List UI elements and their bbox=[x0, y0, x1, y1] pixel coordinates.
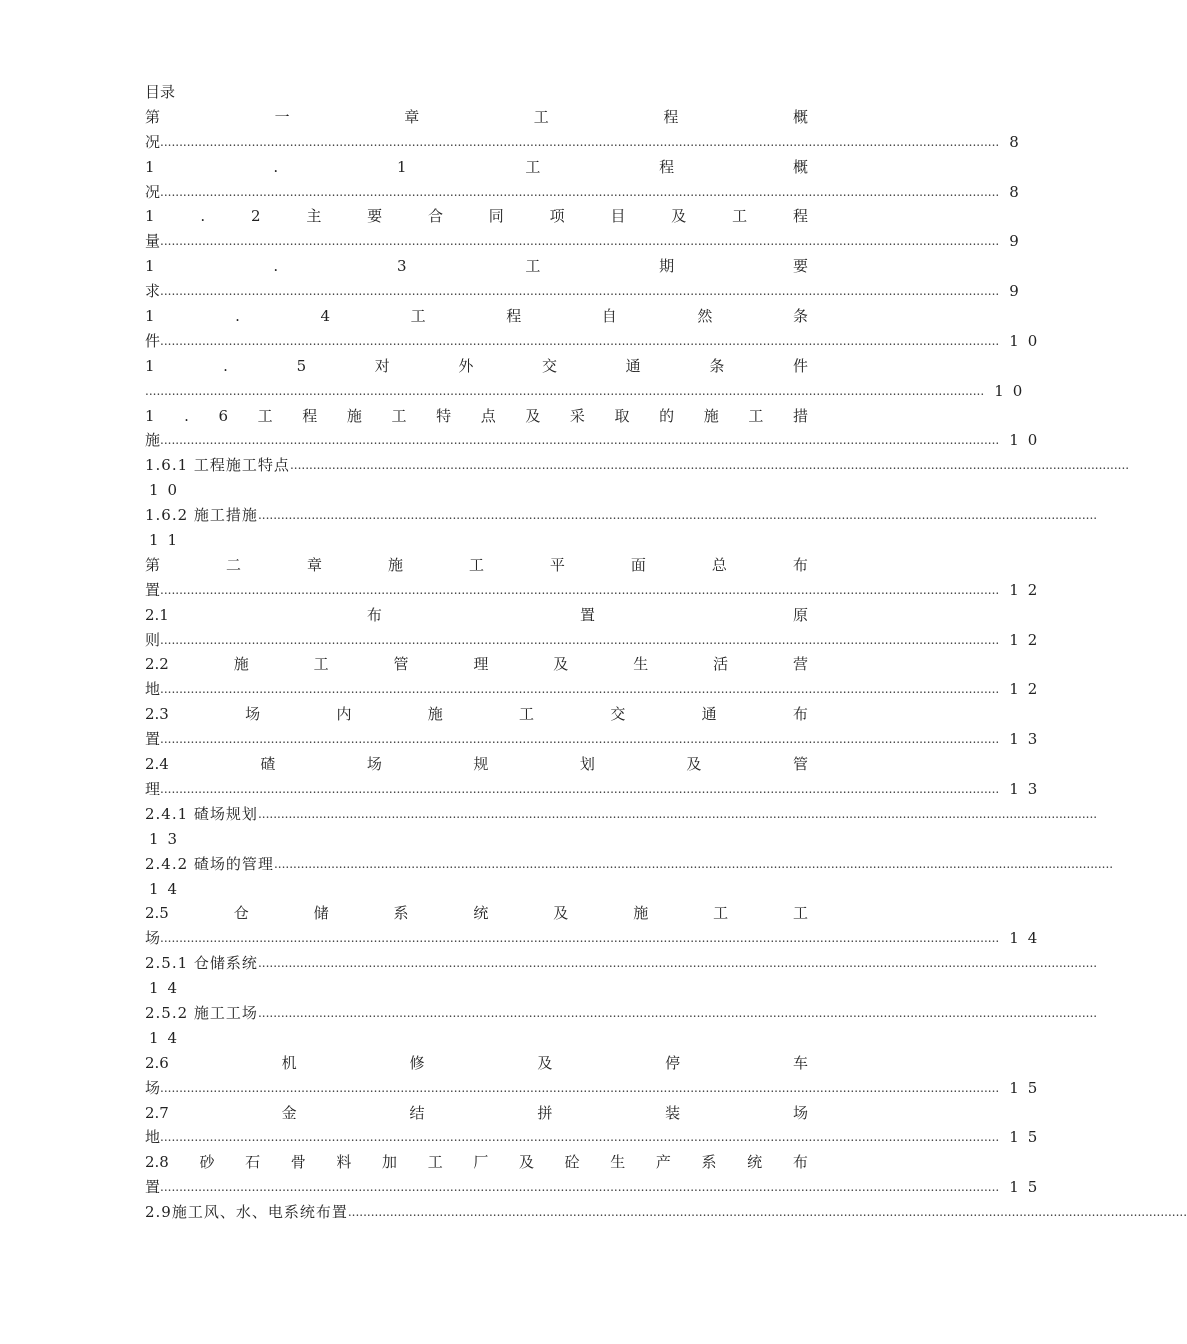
dot-leader: ............................................................................................................................................................................................................................ bbox=[160, 732, 1000, 747]
toc-heading-token: 1 bbox=[396, 157, 407, 176]
toc-entry-heading[interactable] bbox=[145, 553, 808, 578]
dot-leader: ............................................................................................................................................................................................................................ bbox=[160, 234, 1000, 249]
page-number: 14 bbox=[149, 979, 187, 998]
page-number: 10 bbox=[1009, 431, 1047, 450]
toc-heading-token: 平 bbox=[549, 555, 565, 574]
toc-heading-tail: 场 bbox=[145, 929, 161, 948]
toc-heading-token: 仓 bbox=[233, 904, 249, 923]
toc-subentry[interactable] bbox=[145, 951, 1098, 976]
page-number: 12 bbox=[1009, 630, 1047, 649]
toc-subentry-label: 1.6.2 施工措施 bbox=[145, 506, 258, 525]
toc-entry-heading[interactable] bbox=[145, 702, 808, 727]
toc-entry-heading[interactable] bbox=[145, 1101, 808, 1126]
toc-heading-token: 2.4 bbox=[145, 755, 169, 774]
toc-heading-token: 工 bbox=[525, 257, 541, 276]
page-number: 11 bbox=[149, 531, 187, 550]
toc-heading-token: 一 bbox=[274, 107, 290, 126]
page-number: 9 bbox=[1009, 232, 1028, 251]
toc-heading-token: 条 bbox=[792, 307, 808, 326]
toc-heading-token: 施 bbox=[633, 904, 649, 923]
toc-entry-leader[interactable] bbox=[145, 379, 1032, 404]
toc-entry-leader[interactable] bbox=[145, 578, 1047, 603]
toc-subentry[interactable] bbox=[145, 453, 1130, 478]
toc-heading-token: 然 bbox=[697, 307, 713, 326]
toc-heading-token: 件 bbox=[792, 356, 808, 375]
toc-heading-token: 活 bbox=[713, 655, 729, 674]
toc-heading-tail: 置 bbox=[145, 580, 161, 599]
page-number: 13 bbox=[1009, 779, 1047, 798]
toc-heading-token: 砂 bbox=[199, 1153, 215, 1172]
toc-heading-token: 工 bbox=[410, 307, 426, 326]
toc-entry-leader[interactable] bbox=[145, 727, 1047, 752]
toc-heading-token: 工 bbox=[533, 107, 549, 126]
page-number: 15 bbox=[1009, 1078, 1047, 1097]
toc-heading-token: 置 bbox=[579, 605, 595, 624]
toc-entry-leader[interactable] bbox=[145, 777, 1047, 802]
toc-heading-token: 管 bbox=[393, 655, 409, 674]
toc-heading-token: 施 bbox=[346, 406, 362, 425]
toc-subentry-page-line bbox=[145, 976, 808, 1001]
toc-heading-tail: 件 bbox=[145, 331, 161, 350]
toc-heading-token: 对 bbox=[374, 356, 390, 375]
toc-entry-heading[interactable] bbox=[145, 603, 808, 628]
toc-heading-token: 装 bbox=[665, 1103, 681, 1122]
toc-heading-token: 管 bbox=[792, 755, 808, 774]
toc-heading-token: 5 bbox=[296, 356, 307, 375]
toc-heading-token: 章 bbox=[306, 555, 322, 574]
dot-leader: ............................................................................................................................................................................................................................ bbox=[257, 806, 1098, 821]
toc-heading-token: 2 bbox=[250, 207, 261, 226]
toc-heading-token: 程 bbox=[659, 157, 675, 176]
toc-heading-token: 统 bbox=[747, 1153, 763, 1172]
toc-subentry[interactable] bbox=[145, 1200, 1187, 1225]
toc-heading-token: . bbox=[200, 207, 206, 226]
toc-heading-tail: 况 bbox=[145, 132, 161, 151]
toc-heading-token: 统 bbox=[473, 904, 489, 923]
dot-leader: ............................................................................................................................................................................................................................ bbox=[160, 284, 1000, 299]
toc-entry-heading[interactable] bbox=[145, 1051, 808, 1076]
page-number: 13 bbox=[1009, 730, 1047, 749]
toc-heading-token: 及 bbox=[553, 655, 569, 674]
dot-leader: ............................................................................................................................................................................................................................ bbox=[160, 1130, 1000, 1145]
toc-subentry-label: 2.5.1 仓储系统 bbox=[145, 954, 258, 973]
page-number: 13 bbox=[149, 829, 187, 848]
toc-heading-token: 项 bbox=[549, 207, 565, 226]
toc-entry-heading[interactable] bbox=[145, 354, 808, 379]
toc-heading-token: 工 bbox=[257, 406, 273, 425]
toc-entry-heading[interactable] bbox=[145, 901, 808, 926]
toc-heading-token: 工 bbox=[427, 1153, 443, 1172]
toc-heading-token: 特 bbox=[436, 406, 452, 425]
toc-heading-token: 工 bbox=[468, 555, 484, 574]
toc-heading-token: 工 bbox=[519, 705, 535, 724]
dot-leader: ............................................................................................................................................................................................................................ bbox=[160, 433, 1000, 448]
toc-heading-token: 要 bbox=[792, 257, 808, 276]
dot-leader: ............................................................................................................................................................................................................................ bbox=[160, 134, 1000, 149]
toc-title: 目录 bbox=[145, 83, 176, 101]
dot-leader: ............................................................................................................................................................................................................................ bbox=[160, 931, 1000, 946]
toc-heading-token: 工 bbox=[391, 406, 407, 425]
toc-heading-token: 要 bbox=[367, 207, 383, 226]
dot-leader: ............................................................................................................................................................................................................................ bbox=[160, 632, 1000, 647]
toc-heading-token: 营 bbox=[792, 655, 808, 674]
toc-heading-token: 2.5 bbox=[145, 904, 169, 923]
table-of-contents bbox=[145, 80, 1187, 1225]
toc-heading-token: 程 bbox=[302, 406, 318, 425]
toc-subentry-label: 2.4.1 碴场规划 bbox=[145, 804, 258, 823]
toc-entry-heading[interactable] bbox=[145, 1150, 808, 1175]
toc-heading-token: 生 bbox=[633, 655, 649, 674]
toc-subentry[interactable] bbox=[145, 852, 1114, 877]
toc-heading-token: 及 bbox=[525, 406, 541, 425]
toc-heading-token: 1 bbox=[145, 207, 155, 226]
toc-heading-token: 合 bbox=[427, 207, 443, 226]
toc-heading-token: 机 bbox=[281, 1053, 297, 1072]
dot-leader: ............................................................................................................................................................................................................................ bbox=[160, 1180, 1000, 1195]
toc-heading-token: 第 bbox=[145, 107, 161, 126]
toc-heading-token: 主 bbox=[306, 207, 322, 226]
dot-leader: ............................................................................................................................................................................................................................ bbox=[160, 1080, 1000, 1095]
toc-heading-token: 金 bbox=[281, 1103, 297, 1122]
toc-heading-token: 面 bbox=[630, 555, 646, 574]
toc-heading-token: 工 bbox=[525, 157, 541, 176]
toc-entry-leader[interactable] bbox=[145, 329, 1047, 354]
toc-heading-tail: 施 bbox=[145, 431, 161, 450]
toc-subentry-page-line bbox=[145, 478, 808, 503]
toc-heading-token: 理 bbox=[473, 655, 489, 674]
toc-heading-tail: 置 bbox=[145, 1178, 161, 1197]
dot-leader: ............................................................................................................................................................................................................................ bbox=[257, 956, 1098, 971]
toc-heading-token: 储 bbox=[313, 904, 329, 923]
toc-heading-token: 原 bbox=[792, 605, 808, 624]
toc-heading-token: 石 bbox=[245, 1153, 261, 1172]
toc-heading-token: 产 bbox=[655, 1153, 671, 1172]
toc-heading-token: 结 bbox=[409, 1103, 425, 1122]
toc-heading-tail: 求 bbox=[145, 282, 161, 301]
toc-heading-token: 车 bbox=[792, 1053, 808, 1072]
toc-heading-token: 条 bbox=[709, 356, 725, 375]
toc-heading-token: 及 bbox=[671, 207, 687, 226]
dot-leader: ............................................................................................................................................................................................................................ bbox=[160, 184, 1000, 199]
toc-entry-leader[interactable] bbox=[145, 1125, 1047, 1150]
dot-leader: ............................................................................................................................................................................................................................ bbox=[273, 856, 1114, 871]
toc-entry-heading[interactable] bbox=[145, 652, 808, 677]
toc-heading-token: 工 bbox=[748, 406, 764, 425]
page-number: 12 bbox=[1009, 680, 1047, 699]
page-number: 12 bbox=[1009, 580, 1047, 599]
toc-entry-heading[interactable] bbox=[145, 254, 808, 279]
toc-heading-tail: 则 bbox=[145, 630, 161, 649]
toc-subentry-label: 2.5.2 施工工场 bbox=[145, 1003, 258, 1022]
toc-heading-token: 系 bbox=[393, 904, 409, 923]
toc-heading-token: 及 bbox=[686, 755, 702, 774]
toc-heading-token: 骨 bbox=[290, 1153, 306, 1172]
toc-subentry-label: 1.6.1 工程施工特点 bbox=[145, 456, 290, 475]
toc-heading-token: 加 bbox=[382, 1153, 398, 1172]
toc-heading-token: 程 bbox=[663, 107, 679, 126]
toc-heading-token: 料 bbox=[336, 1153, 352, 1172]
dot-leader: ............................................................................................................................................................................................................................ bbox=[160, 582, 1000, 597]
toc-heading-tail: 况 bbox=[145, 182, 161, 201]
toc-heading-tail: 置 bbox=[145, 730, 161, 749]
page-number: 10 bbox=[994, 381, 1032, 400]
toc-heading-token: 施 bbox=[233, 655, 249, 674]
toc-heading-token: 工 bbox=[792, 904, 808, 923]
dot-leader: ............................................................................................................................................................................................................................ bbox=[145, 383, 985, 398]
page-number: 14 bbox=[1009, 929, 1047, 948]
toc-heading-token: 2.2 bbox=[145, 655, 169, 674]
toc-heading-token: 施 bbox=[703, 406, 719, 425]
toc-heading-token: 1 bbox=[145, 257, 155, 276]
toc-entry-leader[interactable] bbox=[145, 926, 1047, 951]
toc-entry-leader[interactable] bbox=[145, 1175, 1047, 1200]
page-number: 15 bbox=[1009, 1128, 1047, 1147]
toc-heading-token: 场 bbox=[792, 1103, 808, 1122]
page-number: 8 bbox=[1009, 132, 1028, 151]
page-number: 10 bbox=[149, 481, 187, 500]
page-number: 15 bbox=[1009, 1178, 1047, 1197]
toc-subentry-page-line bbox=[145, 1026, 808, 1051]
toc-heading-token: 2.1 bbox=[145, 605, 169, 624]
toc-heading-tail: 场 bbox=[145, 1078, 161, 1097]
toc-subentry[interactable] bbox=[145, 802, 1098, 827]
toc-heading-token: 目 bbox=[610, 207, 626, 226]
toc-heading-token: 1 bbox=[145, 356, 155, 375]
toc-subentry-page-line bbox=[145, 877, 808, 902]
toc-heading-token: 场 bbox=[366, 755, 382, 774]
dot-leader: ............................................................................................................................................................................................................................ bbox=[160, 333, 1000, 348]
toc-heading-token: . bbox=[184, 406, 189, 425]
toc-entry-heading[interactable] bbox=[145, 404, 808, 429]
toc-heading-token: 2.8 bbox=[145, 1153, 169, 1172]
toc-heading-token: 2.6 bbox=[145, 1053, 169, 1072]
toc-heading-token: . bbox=[273, 157, 279, 176]
dot-leader: ............................................................................................................................................................................................................................ bbox=[289, 458, 1130, 473]
toc-heading-token: 4 bbox=[320, 307, 331, 326]
toc-heading-token: 工 bbox=[732, 207, 748, 226]
toc-heading-tail: 地 bbox=[145, 1128, 161, 1147]
page-number: 10 bbox=[1009, 331, 1047, 350]
toc-heading-token: 系 bbox=[701, 1153, 717, 1172]
toc-heading-token: . bbox=[223, 356, 228, 375]
toc-subentry-page-line bbox=[145, 827, 808, 852]
dot-leader: ............................................................................................................................................................................................................................ bbox=[257, 508, 1098, 523]
toc-heading-token: 场 bbox=[245, 705, 261, 724]
toc-heading-token: . bbox=[273, 257, 279, 276]
toc-heading-token: 及 bbox=[537, 1053, 553, 1072]
toc-entry-leader[interactable] bbox=[145, 628, 1047, 653]
toc-heading-token: 2.3 bbox=[145, 705, 169, 724]
toc-heading-token: 2.7 bbox=[145, 1103, 169, 1122]
page-number: 14 bbox=[149, 879, 187, 898]
toc-heading-token: 工 bbox=[713, 904, 729, 923]
toc-heading-token: 外 bbox=[458, 356, 474, 375]
dot-leader: ............................................................................................................................................................................................................................ bbox=[160, 682, 1000, 697]
toc-entry-leader[interactable] bbox=[145, 180, 1028, 205]
toc-heading-token: 及 bbox=[553, 904, 569, 923]
dot-leader: ............................................................................................................................................................................................................................ bbox=[160, 781, 1000, 796]
toc-entry-heading[interactable] bbox=[145, 752, 808, 777]
toc-heading-token: 工 bbox=[313, 655, 329, 674]
toc-heading-token: 通 bbox=[701, 705, 717, 724]
toc-heading-token: 布 bbox=[792, 555, 808, 574]
toc-heading-token: 概 bbox=[792, 107, 808, 126]
toc-heading-token: 修 bbox=[409, 1053, 425, 1072]
toc-entry-leader[interactable] bbox=[145, 130, 1028, 155]
page-number: 9 bbox=[1009, 282, 1028, 301]
toc-heading-token: 停 bbox=[665, 1053, 681, 1072]
toc-heading-token: 取 bbox=[614, 406, 630, 425]
toc-heading-token: 3 bbox=[396, 257, 407, 276]
toc-entry-leader[interactable] bbox=[145, 677, 1047, 702]
toc-heading-token: 1 bbox=[145, 406, 155, 425]
toc-heading-token: 程 bbox=[506, 307, 522, 326]
toc-heading-token: 生 bbox=[610, 1153, 626, 1172]
toc-subentry-label: 2.9施工风、水、电系统布置 bbox=[145, 1203, 348, 1222]
toc-heading-tail: 量 bbox=[145, 232, 161, 251]
toc-heading-token: 1 bbox=[145, 307, 155, 326]
toc-heading-tail: 理 bbox=[145, 779, 161, 798]
toc-subentry-page-line bbox=[145, 528, 808, 553]
toc-heading-token: 布 bbox=[792, 705, 808, 724]
page-number: 8 bbox=[1009, 182, 1028, 201]
toc-heading-token: 总 bbox=[711, 555, 727, 574]
toc-heading-token: 二 bbox=[225, 555, 241, 574]
toc-heading-token: 交 bbox=[610, 705, 626, 724]
toc-heading-token: 布 bbox=[792, 1153, 808, 1172]
toc-heading-token: 采 bbox=[569, 406, 585, 425]
toc-heading-token: 施 bbox=[427, 705, 443, 724]
toc-heading-token: 自 bbox=[601, 307, 617, 326]
toc-entry-leader[interactable] bbox=[145, 1076, 1047, 1101]
toc-heading-token: 施 bbox=[387, 555, 403, 574]
toc-heading-token: 布 bbox=[366, 605, 382, 624]
toc-heading-token: 内 bbox=[336, 705, 352, 724]
toc-heading-token: 砼 bbox=[564, 1153, 580, 1172]
toc-heading-token: 措 bbox=[792, 406, 808, 425]
toc-subentry[interactable] bbox=[145, 1001, 1098, 1026]
toc-heading-token: 第 bbox=[145, 555, 161, 574]
toc-entry-heading[interactable] bbox=[145, 155, 808, 180]
toc-entry-heading[interactable] bbox=[145, 304, 808, 329]
toc-heading-token: 规 bbox=[473, 755, 489, 774]
dot-leader: ............................................................................................................................................................................................................................ bbox=[347, 1205, 1187, 1220]
toc-heading-token: 划 bbox=[579, 755, 595, 774]
toc-heading-token: 同 bbox=[488, 207, 504, 226]
toc-heading-token: . bbox=[235, 307, 240, 326]
toc-heading-token: 碴 bbox=[260, 755, 276, 774]
toc-heading-token: 概 bbox=[792, 157, 808, 176]
toc-heading-token: 拼 bbox=[537, 1103, 553, 1122]
toc-heading-token: 点 bbox=[480, 406, 496, 425]
toc-heading-token: 章 bbox=[404, 107, 420, 126]
toc-heading-token: 及 bbox=[518, 1153, 534, 1172]
toc-entry-leader[interactable] bbox=[145, 229, 1028, 254]
toc-subentry-label: 2.4.2 碴场的管理 bbox=[145, 854, 274, 873]
toc-heading-token: 程 bbox=[792, 207, 808, 226]
toc-entry-leader[interactable] bbox=[145, 279, 1028, 304]
toc-heading-tail: 地 bbox=[145, 680, 161, 699]
toc-entry-heading[interactable] bbox=[145, 105, 808, 130]
toc-heading-token: 1 bbox=[145, 157, 155, 176]
toc-entry-leader[interactable] bbox=[145, 428, 1047, 453]
toc-heading-token: 通 bbox=[625, 356, 641, 375]
toc-subentry[interactable] bbox=[145, 503, 1098, 528]
toc-heading-token: 6 bbox=[218, 406, 229, 425]
toc-heading-token: 的 bbox=[659, 406, 675, 425]
dot-leader: ............................................................................................................................................................................................................................ bbox=[257, 1005, 1098, 1020]
toc-heading-token: 厂 bbox=[473, 1153, 489, 1172]
toc-heading-token: 交 bbox=[542, 356, 558, 375]
toc-entry-heading[interactable] bbox=[145, 204, 808, 229]
page-number: 14 bbox=[149, 1028, 187, 1047]
toc-heading-token: 期 bbox=[659, 257, 675, 276]
